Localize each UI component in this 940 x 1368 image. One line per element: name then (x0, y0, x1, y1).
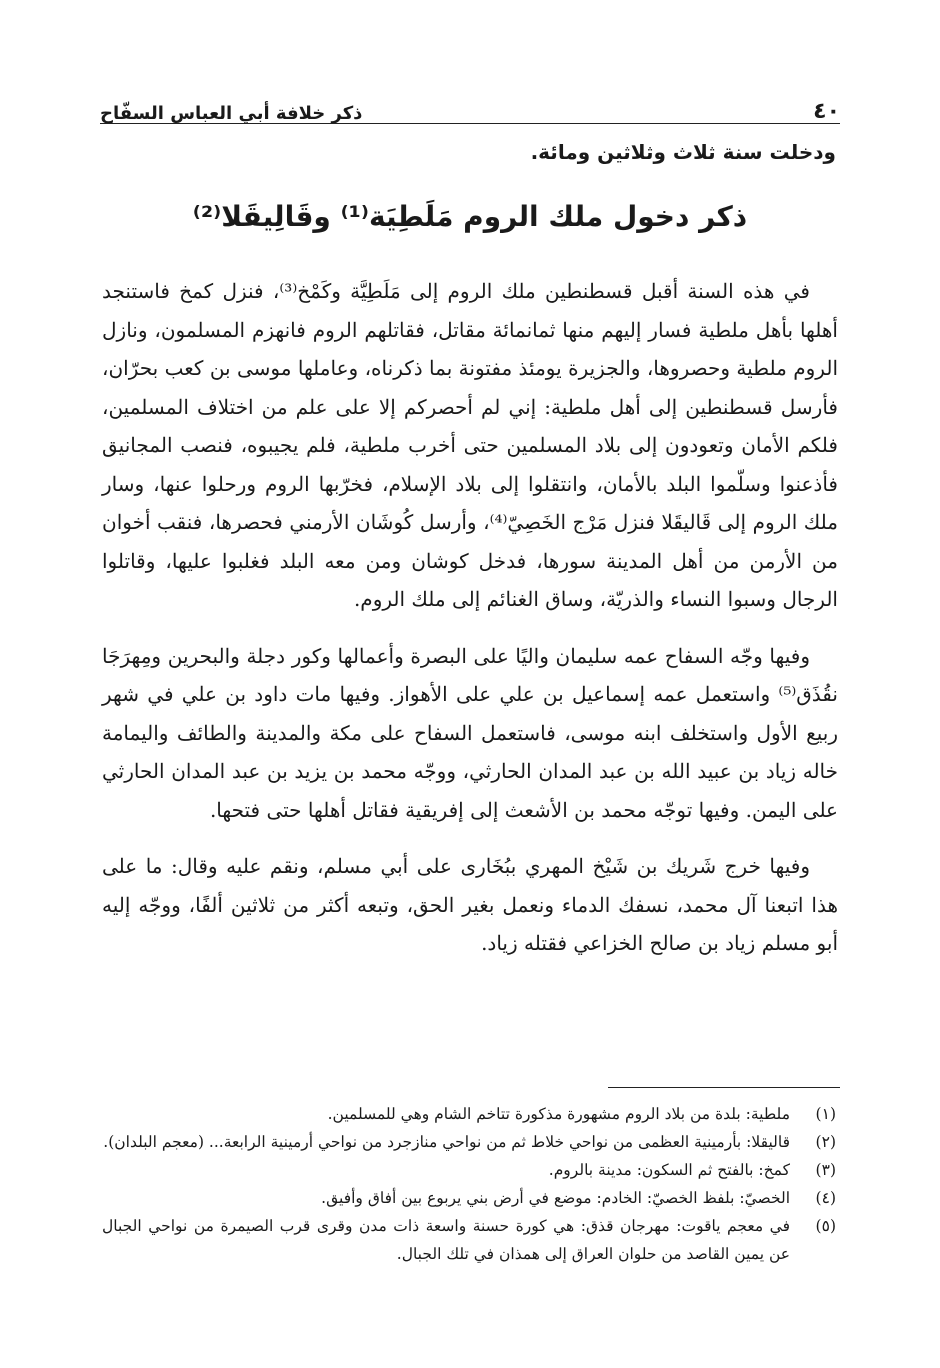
footnote-number: (٣) (815, 1161, 836, 1179)
running-header (100, 84, 840, 124)
footnote-number: (٤) (815, 1189, 836, 1207)
page-number: ٤٠ (813, 99, 840, 124)
paragraph: في هذه السنة أقبل قسطنطين ملك الروم إلى مَلَطِيَّة وكَمْخ⁽³⁾، فنزل كمخ فاستنجد أهلها بأهل ملطية فسار إليهم منها ثمانمائة مقاتل، فقاتلهم الروم فانهزم المسلمون، ونازل الروم ملطية وحصروها، والجزيرة يومئذ مفتونة بما ذكرناه، وعاملها موسى بن كعب بحرّان، فأرسل قسطنطين إلى أهل ملطية: إني لم أحصركم إلا على علم من اختلاف المسلمين، فلكم الأمان وتعودون إلى بلاد المسلمين حتى أخرب ملطية، فلم يجيبوه، فنصب المجانيق فأذعنوا وسلّموا البلد بالأمان، وانتقلوا إلى بلاد الإسلام، فخرّبها الروم ورحلوا عنها، وسار ملك الروم إلى قَاليقَلا فنزل مَرْج الخَصِيّ⁽⁴⁾، وأرسل كُوشَان الأرمني فحصرها، فنقب أخوان من الأرمن من أهل المدينة سورها، فدخل كوشان ومن معه البلد فغلبوا عليها، وقاتلوا الرجال وسبوا النساء والذريّة، وساق الغنائم إلى ملك الروم. (102, 279, 838, 611)
running-title: ذكر خلافة أبي العباس السفّاح (100, 103, 363, 124)
header-rule (100, 123, 840, 124)
paragraph: وفيها وجّه السفاح عمه سليمان واليًا على البصرة وأعمالها وكور دجلة والبحرين ومِهرَجَا نقُذَق⁽⁵⁾ واستعمل عمه إسماعيل بن علي على الأهواز. وفيها مات داود بن علي في شهر ربيع الأول واستخلف ابنه موسى، فاستعمل السفاح على مكة والمدينة والطائف واليمامة خاله زياد بن عبيد الله بن عبد المدان الحارثي، ووجّه محمد بن يزيد بن عبد المدان الحارثي على اليمن. وفيها توجّه محمد بن الأشعث إلى إفريقية فقاتل أهلها حتى فتحها. (102, 643, 838, 822)
footnote (102, 1212, 836, 1268)
footnote-text: قاليقلا: بأرمينية العظمى من نواحي خلاط ثم من نواحي منازجرد من نواحي أرمينية الرابعة... (معجم البلدان). (103, 1133, 790, 1151)
section-title: ذكر دخول ملك الروم مَلَطِيَة⁽¹⁾ وقَالِيقَلا⁽²⁾ (192, 200, 748, 233)
footnote-number: (٥) (815, 1217, 836, 1235)
paragraph: وفيها خرج شَريك بن شَيْخ المهري ببُخَارى على أبي مسلم، ونقم عليه وقال: ما على هذا اتبعنا آل محمد، نسفك الدماء ونعمل بغير الحق، وتبعه أكثر من ثلاثين ألفًا، ووجّه إليه أبو مسلم زياد بن صالح الخزاعي فقتله زياد. (102, 854, 838, 955)
footnote-number: (٢) (815, 1133, 836, 1151)
footnote-text: الخصيّ: بلفظ الخصيّ: الخادم: موضع في أرض بني يربوع بين أفاق وأفيق. (321, 1189, 790, 1207)
body-text (102, 272, 838, 981)
footnote (102, 1184, 836, 1212)
footnote-text: ملطية: بلدة من بلاد الروم مشهورة مذكورة تتاخم الشام وهي للمسلمين. (327, 1105, 790, 1123)
footnotes (102, 1100, 836, 1268)
footnote-text: كمخ: بالفتح ثم السكون: مدينة بالروم. (548, 1161, 790, 1179)
footnote (102, 1100, 836, 1128)
footnote (102, 1128, 836, 1156)
footnote (102, 1156, 836, 1184)
year-line: ودخلت سنة ثلاث وثلاثين ومائة. (530, 140, 836, 164)
footnote-number: (١) (815, 1105, 836, 1123)
footnote-rule (608, 1087, 840, 1088)
footnote-text: في معجم ياقوت: مهرجان قذق: هي كورة حسنة واسعة ذات مدن وقرى قرب الصيمرة من نواحي الجبال عن يمين القاصد من حلوان العراق إلى همذان في تلك الجبال. (102, 1217, 790, 1263)
